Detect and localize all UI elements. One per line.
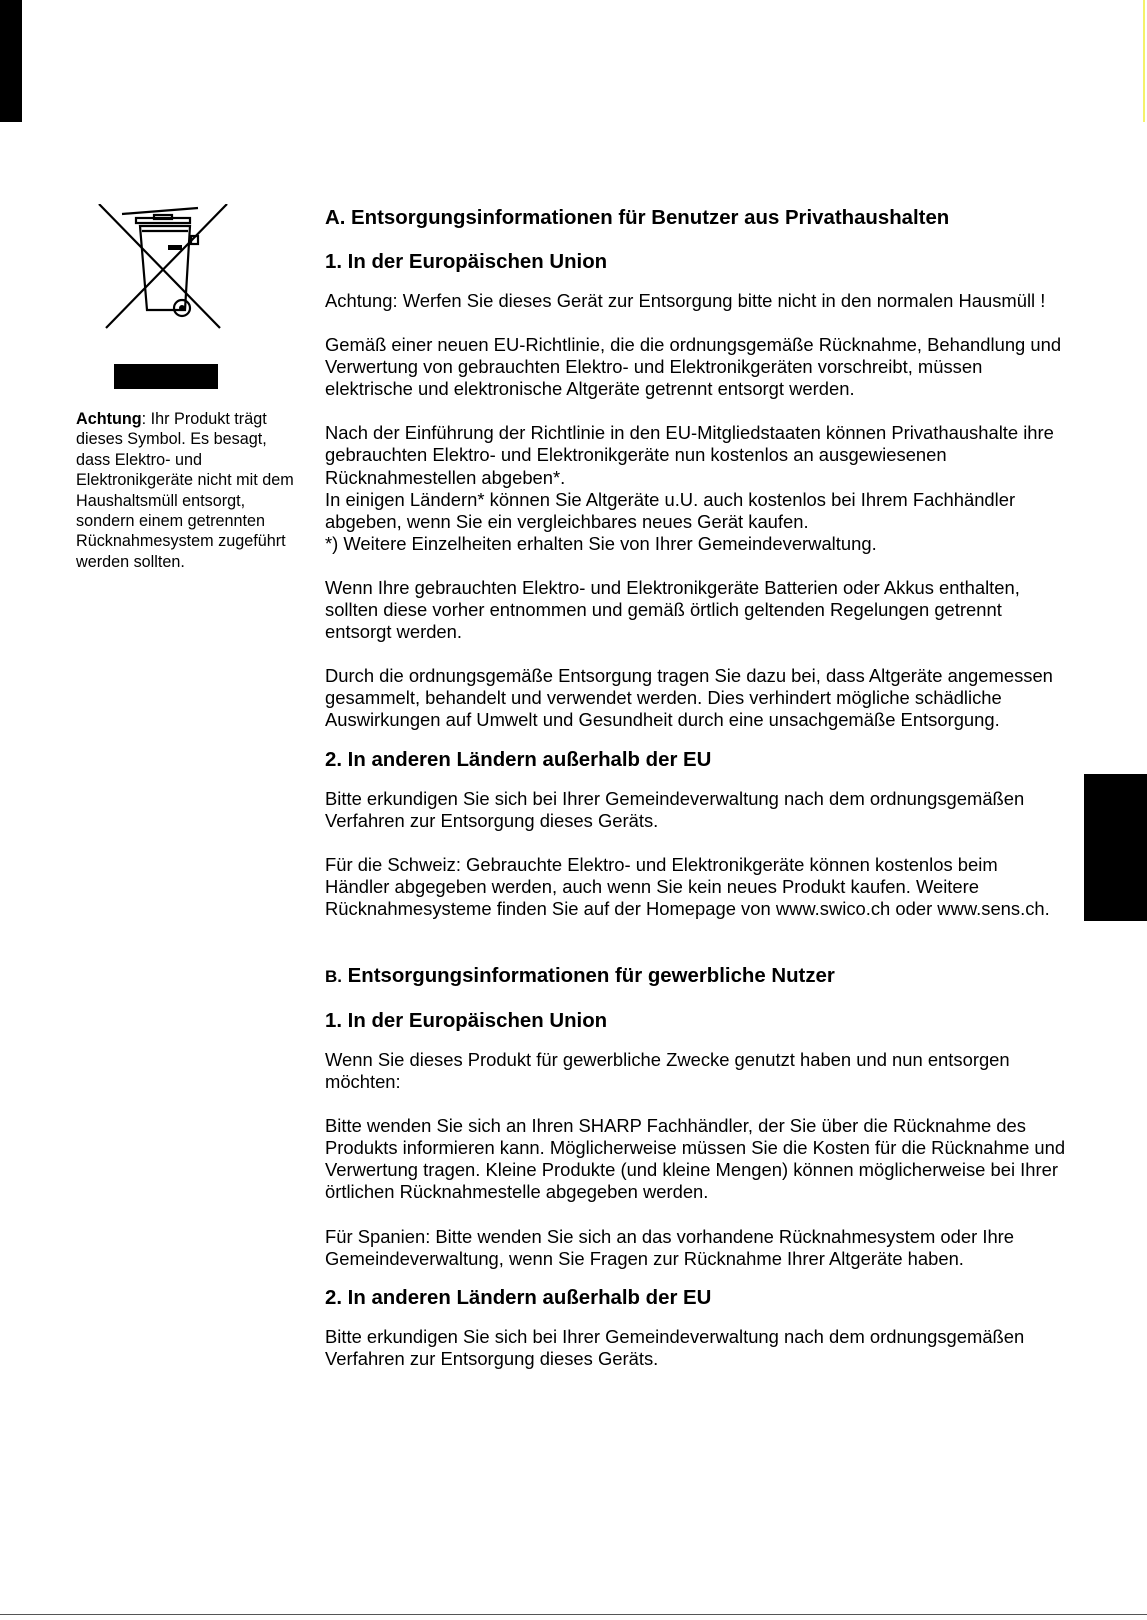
section-b-title (325, 954, 1067, 999)
note-text: : Ihr Produkt trägt dieses Symbol. Es besagt, dass Elektro- und Elektronikgeräte nicht mit dem Haushaltsmüll entsorgt, sondern einem getrennten Rücknahmesystem zugeführt werden sollten. (76, 410, 294, 571)
paragraph: Nach der Einführung der Richtlinie in den EU-Mitgliedstaaten können Privathaushalte ihre gebrauchten Elektro- und Elektronikgeräte nun kostenlos an ausgewiesenen Rücknahmestellen abgeben*. (325, 422, 1054, 488)
section-a-eu-heading: 1. In der Europäischen Union (325, 251, 608, 273)
paragraph: In einigen Ländern* können Sie Altgeräte u.U. auch kostenlos bei Ihrem Fachhändler abgeben, wenn Sie ein vergleichbares neues Gerät kaufen. (325, 488, 1016, 532)
paragraph: Bitte erkundigen Sie sich bei Ihrer Gemeindeverwaltung nach dem ordnungsgemäßen Verfahren zur Entsorgung dieses Geräts. (325, 1325, 1025, 1369)
paragraph: Wenn Ihre gebrauchten Elektro- und Elektronikgeräte Batterien oder Akkus enthalten, sollten diese vorher entnommen und gemäß örtlich geltenden Regelungen getrennt entsorgt werden. (325, 576, 1020, 643)
paragraph: Bitte wenden Sie sich an Ihren SHARP Fachhändler, der Sie über die Rücknahme des Produkts informieren kann. Möglicherweise müssen Sie die Kosten für die Rücknahme und Verwertung tragen. Kleine Produkte (und kleine Mengen) können möglicherweise bei Ihrer örtlichen Rücknahmestelle abgegeben werden. (325, 1115, 1066, 1203)
paragraph: Durch die ordnungsgemäße Entsorgung tragen Sie dazu bei, dass Altgeräte angemessen gesammelt, behandelt und verwendet werden. Dies verhindert mögliche schädliche Auswirkungen auf Umwelt und Gesundheit durch eine unsachgemäße Entsorgung. (325, 665, 1053, 731)
main-content (325, 196, 1067, 1370)
sidebar-note (76, 409, 302, 572)
bottom-rule (0, 1614, 1147, 1615)
sidebar (76, 204, 302, 588)
paragraph: Für die Schweiz: Gebrauchte Elektro- und Elektronikgeräte können kostenlos beim Händler abgegeben werden, auch wenn Sie kein neues Produkt kaufen. Weitere Rücknahmesysteme finden Sie auf der Homepage von www.swico.ch oder www.sens.ch. (325, 853, 1050, 919)
paragraph: Wenn Sie dieses Produkt für gewerbliche Zwecke genutzt haben und nun entsorgen möchten: (325, 1048, 1010, 1093)
section-b-eu-heading: 1. In der Europäischen Union (325, 1009, 608, 1032)
paragraph: Bitte erkundigen Sie sich bei Ihrer Gemeindeverwaltung nach dem ordnungsgemäßen Verfahren zur Entsorgung dieses Geräts. (325, 787, 1025, 831)
crossed-out-wheelie-bin-icon (96, 204, 230, 336)
section-b-non-eu-heading: 2. In anderen Ländern außerhalb der EU (325, 1286, 712, 1309)
paragraph: Gemäß einer neuen EU-Richtlinie, die die ordnungsgemäße Rücknahme, Behandlung und Verwertung von gebrauchten Elektro- und Elektronikgeräten vorschreibt, müssen elektrische und elektronische Altgeräte getrennt entsorgt werden. (325, 334, 1062, 400)
corner-crop-mark (0, 0, 22, 122)
paragraph: Für Spanien: Bitte wenden Sie sich an das vorhandene Rücknahmesystem oder Ihre Gemeindeverwaltung, wenn Sie Fragen zur Rücknahme Ihrer Altgeräte haben. (325, 1225, 1015, 1269)
section-b-title-text: Entsorgungsinformationen für gewerbliche Nutzer (342, 964, 835, 987)
paragraph: Achtung: Werfen Sie dieses Gerät zur Entsorgung bitte nicht in den normalen Hausmüll ! (325, 290, 1046, 311)
black-bar-marker (114, 364, 218, 389)
section-a-non-eu-heading: 2. In anderen Ländern außerhalb der EU (325, 748, 712, 771)
edge-line (1143, 0, 1145, 122)
section-b-letter: B. (325, 966, 342, 986)
paragraph: *) Weitere Einzelheiten erhalten Sie von Ihrer Gemeindeverwaltung. (325, 532, 877, 554)
language-thumb-tab (1084, 774, 1147, 921)
section-a-title: A. Entsorgungsinformationen für Benutzer aus Privathaushalten (325, 207, 950, 229)
note-label: Achtung (76, 410, 142, 428)
